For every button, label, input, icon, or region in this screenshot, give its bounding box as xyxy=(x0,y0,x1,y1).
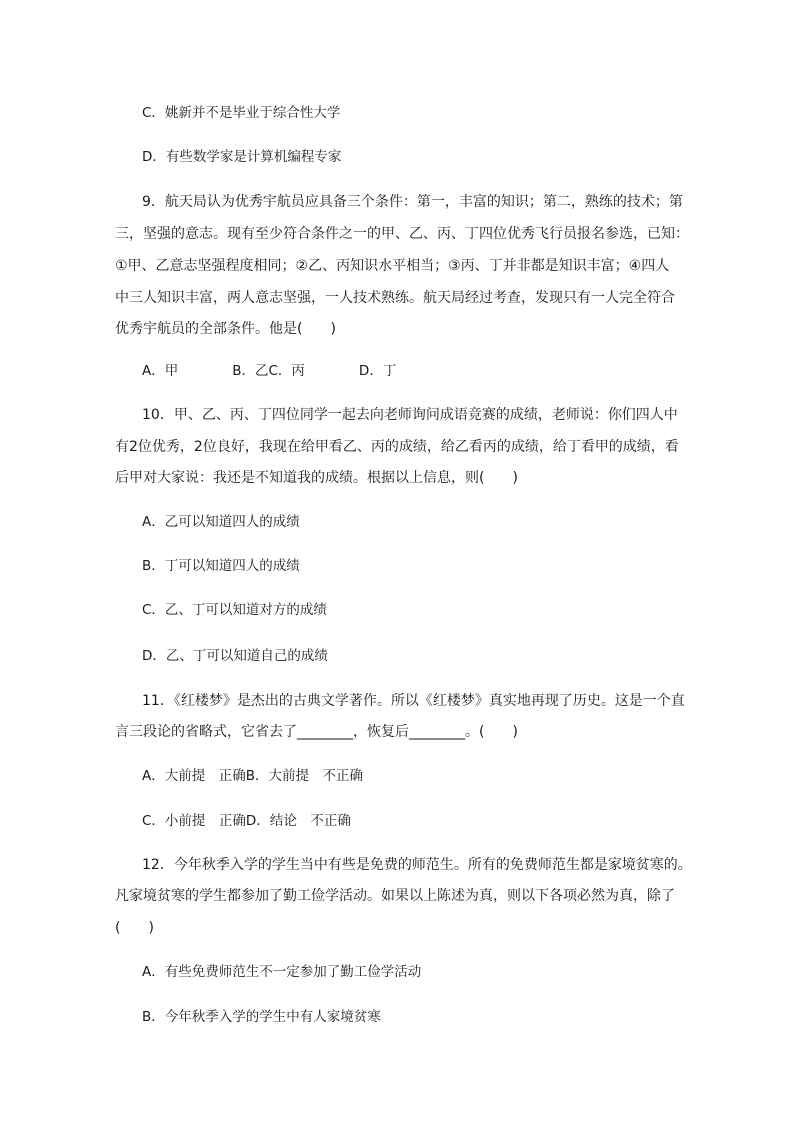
question-9-line-2: 三，坚强的意志。现有至少符合条件之一的甲、乙、丙、丁四位优秀飞行员报名参选，已知： xyxy=(115,226,689,242)
question-10-line-2: 有2位优秀，2位良好，我现在给甲看乙、丙的成绩，给乙看丙的成绩，给丁看甲的成绩，看 xyxy=(115,439,679,455)
question-11-options-ab: A．大前提 正确B．大前提 不正确 xyxy=(142,768,363,784)
question-9-line-4: 中三人知识丰富，两人意志坚强，一人技术熟练。航天局经过考查，发现只有一人完全符合 xyxy=(115,290,675,306)
question-12-line-2: 凡家境贫寒的学生都参加了勤工俭学活动。如果以上陈述为真，则以下各项必然为真，除了 xyxy=(115,888,675,904)
question-9-line-5: 优秀宇航员的全部条件。他是( ) xyxy=(115,321,336,337)
option-a-q12: A．有些免费师范生不一定参加了勤工俭学活动 xyxy=(142,964,422,980)
question-11-line-1: 11．《红楼梦》是杰出的古典文学著作。所以《红楼梦》真实地再现了历史。这是一个直 xyxy=(142,693,685,709)
option-a-q10: A．乙可以知道四人的成绩 xyxy=(142,514,300,530)
question-9-line-1: 9．航天局认为优秀宇航员应具备三个条件：第一，丰富的知识；第二，熟练的技术；第 xyxy=(142,194,683,210)
question-11-line-2: 言三段论的省略式，它省去了________，恢复后________。( ) xyxy=(115,724,518,740)
question-9-options: A．甲 B．乙C．丙 D．丁 xyxy=(142,363,397,379)
question-9-line-3: ①甲、乙意志坚强程度相同；②乙、丙知识水平相当；③丙、丁并非都是知识丰富；④四人 xyxy=(115,258,670,274)
question-12-line-3: ( ) xyxy=(115,920,154,936)
question-12-line-1: 12．今年秋季入学的学生当中有些是免费的师范生。所有的免费师范生都是家境贫寒的。 xyxy=(142,857,692,873)
option-b-q12: B．今年秋季入学的学生中有人家境贫寒 xyxy=(142,1009,381,1025)
option-d-q8: D．有些数学家是计算机编程专家 xyxy=(142,149,342,165)
option-b-q10: B．丁可以知道四人的成绩 xyxy=(142,558,300,574)
question-11-options-cd: C．小前提 正确D．结论 不正确 xyxy=(142,813,351,829)
option-d-q10: D．乙、丁可以知道自己的成绩 xyxy=(142,648,328,664)
option-c-q8: C．姚新并不是毕业于综合性大学 xyxy=(142,105,341,121)
question-10-line-3: 后甲对大家说：我还是不知道我的成绩。根据以上信息，则( ) xyxy=(115,470,518,486)
question-10-line-1: 10．甲、乙、丙、丁四位同学一起去向老师询问成语竞赛的成绩，老师说：你们四人中 xyxy=(142,407,678,423)
option-c-q10: C．乙、丁可以知道对方的成绩 xyxy=(142,602,327,618)
